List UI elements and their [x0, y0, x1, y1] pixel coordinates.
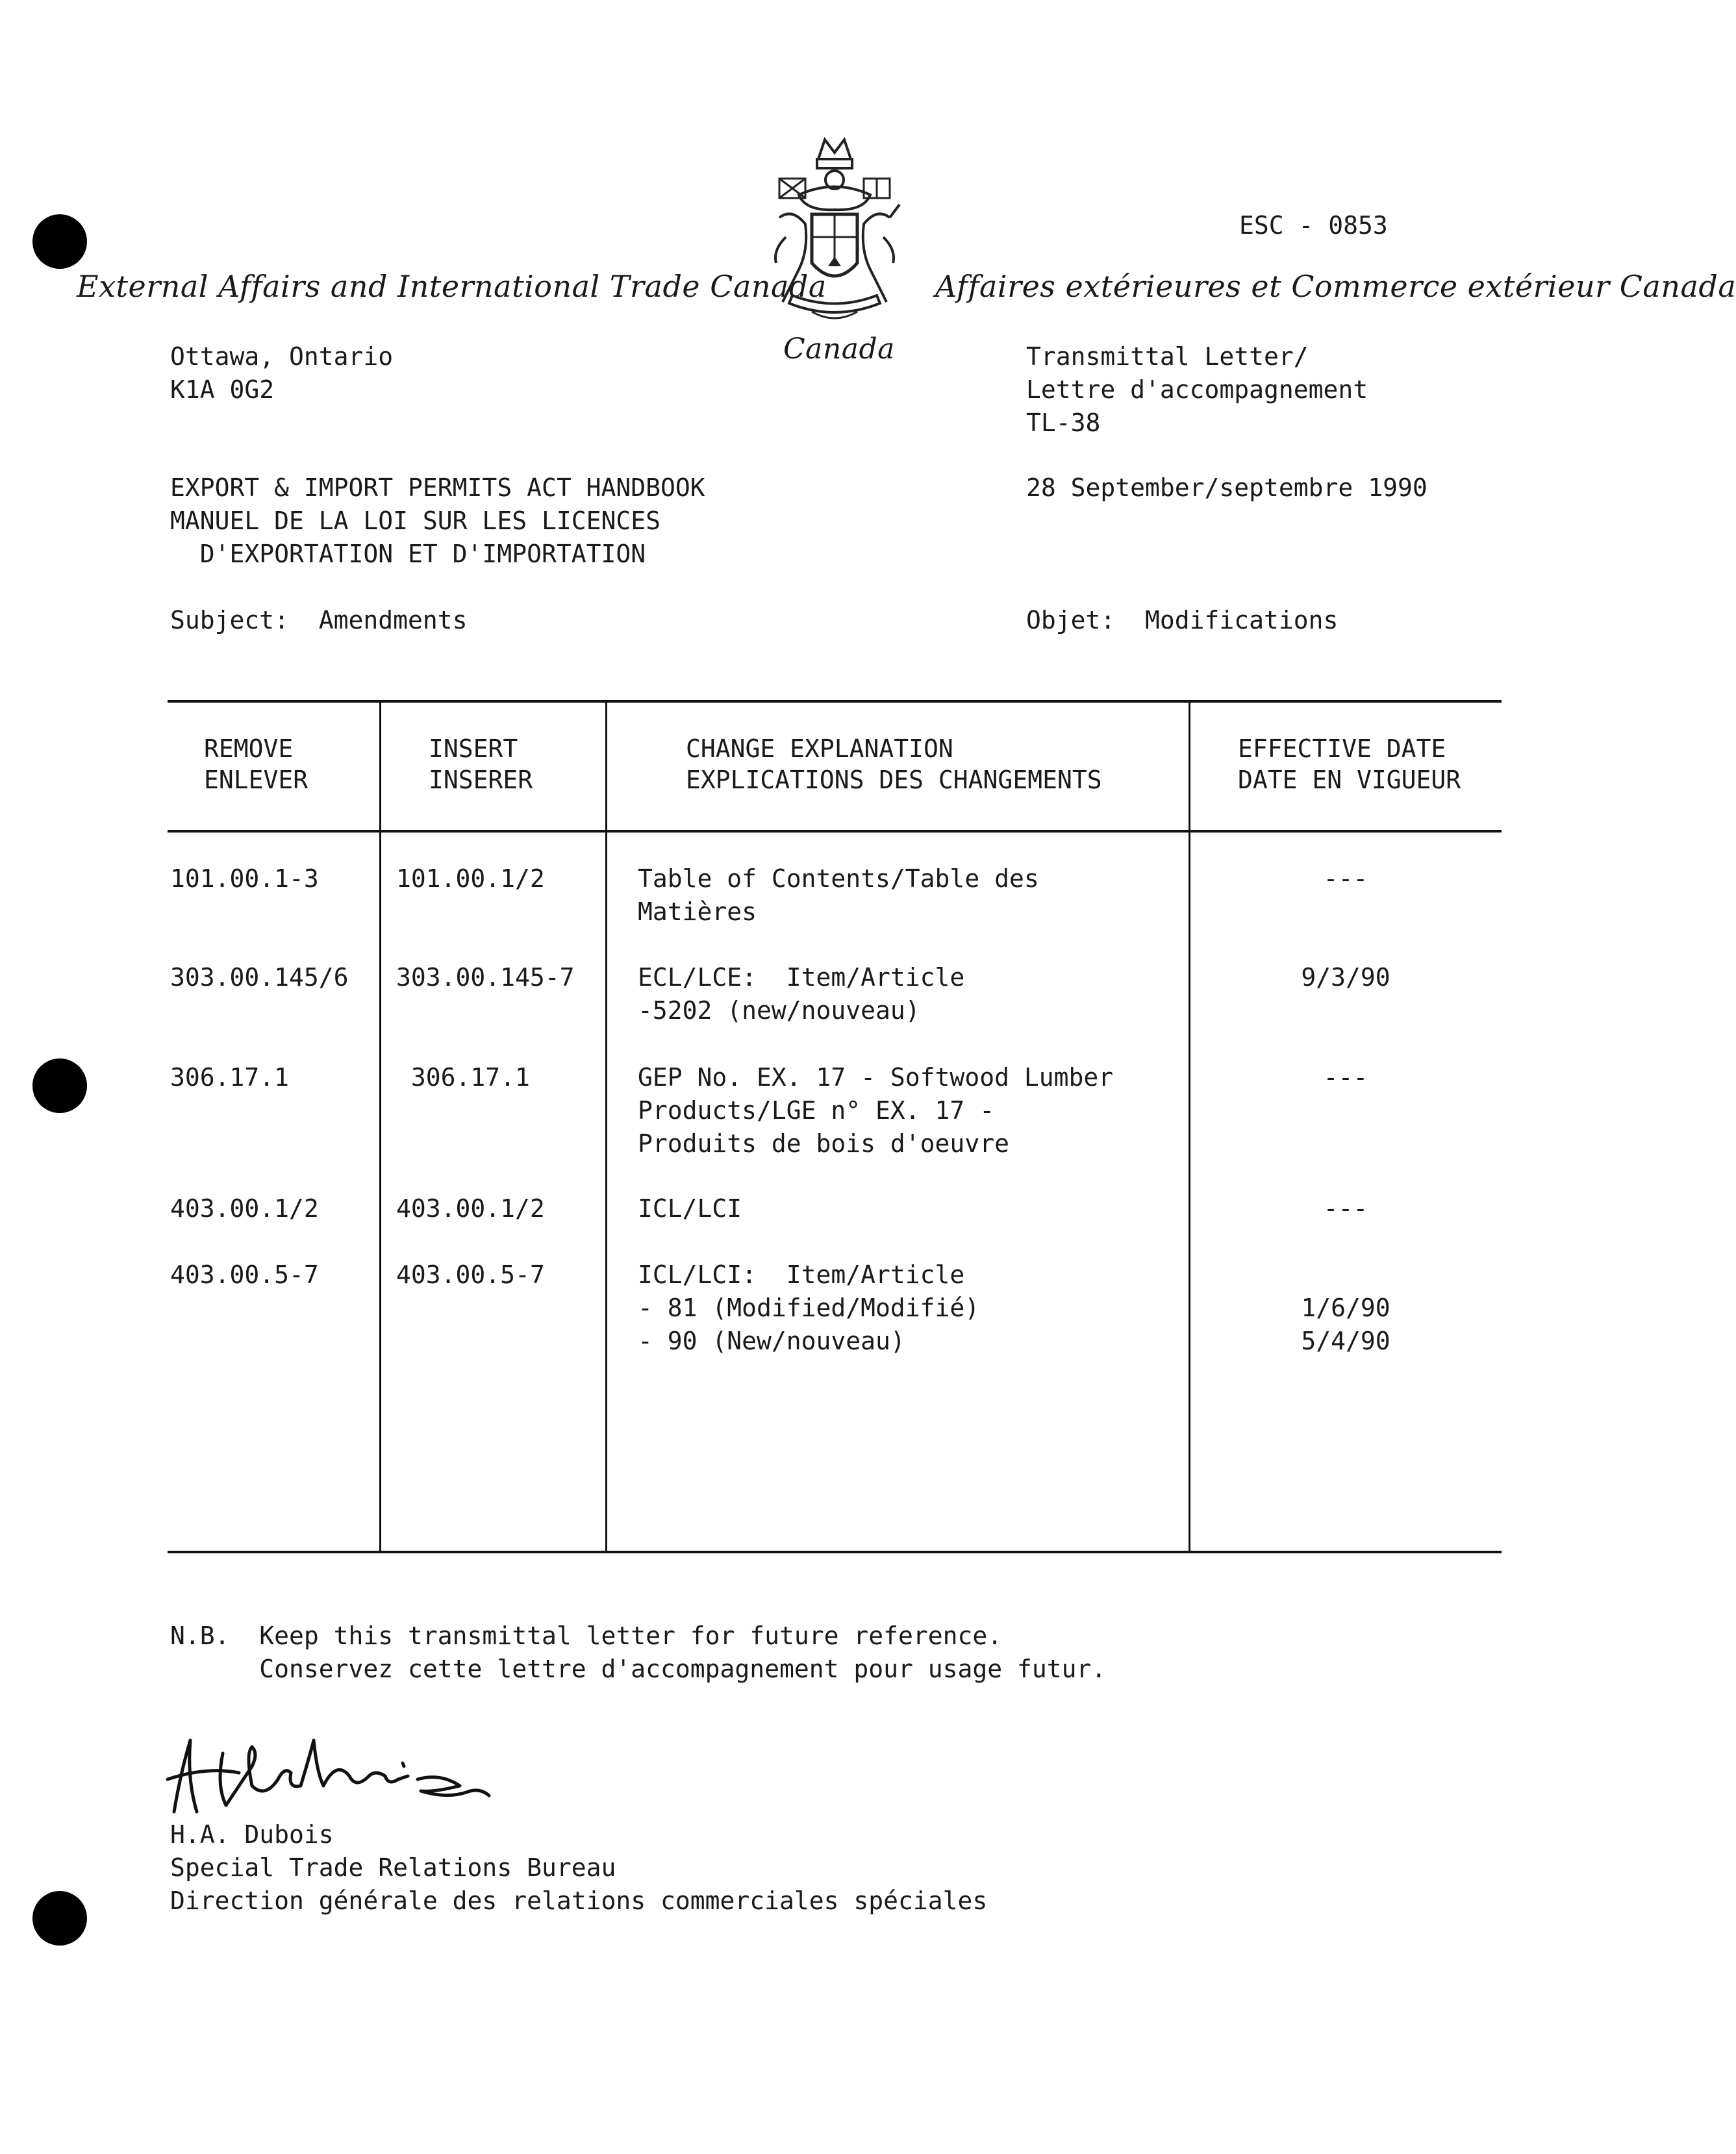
letter-type-french: Lettre d'accompagnement [1026, 375, 1368, 404]
table-row-5-insert: 403.00.5-7 [396, 1260, 545, 1289]
table-row-4-effective: --- [1323, 1194, 1368, 1223]
header-remove-en: REMOVE [204, 734, 294, 763]
table-row-2-effective: 9/3/90 [1301, 963, 1390, 992]
reference-number: ESC - 0853 [1239, 211, 1388, 240]
letter-number: TL-38 [1026, 408, 1101, 437]
table-row-4-remove: 403.00.1/2 [170, 1194, 319, 1223]
table-row-3-effective: --- [1323, 1063, 1368, 1092]
department-name-english: External Affairs and International Trade Canada [77, 269, 827, 304]
table-divider-2 [605, 700, 607, 1552]
table-row-2-remove: 303.00.145/6 [170, 963, 349, 992]
table-bottom-rule [168, 1551, 1502, 1553]
coat-of-arms-emblem [760, 133, 909, 328]
table-row-5-explanation-line2: - 81 (Modified/Modifié) [638, 1294, 980, 1322]
table-row-1-insert: 101.00.1/2 [396, 864, 545, 893]
subject-english: Subject: Amendments [170, 606, 468, 634]
punch-hole-bottom [32, 1891, 87, 1946]
handbook-title-english: EXPORT & IMPORT PERMITS ACT HANDBOOK [170, 473, 705, 502]
table-divider-1 [379, 700, 381, 1552]
table-top-rule [168, 700, 1502, 703]
table-row-3-explanation-line2: Products/LGE n° EX. 17 - [638, 1096, 995, 1125]
header-explanation-en: CHANGE EXPLANATION [686, 734, 953, 763]
table-row-5-remove: 403.00.5-7 [170, 1260, 319, 1289]
table-row-3-explanation-line3: Produits de bois d'oeuvre [638, 1129, 1009, 1158]
table-header-rule [168, 830, 1502, 833]
punch-hole-middle [32, 1058, 87, 1113]
table-row-3-insert: 306.17.1 [396, 1063, 530, 1092]
bureau-french: Direction générale des relations commerciales spéciales [170, 1886, 988, 1915]
table-row-1-explanation-line2: Matières [638, 897, 757, 926]
letter-type-english: Transmittal Letter/ [1026, 342, 1309, 371]
table-row-2-insert: 303.00.145-7 [396, 963, 575, 992]
header-remove-fr: ENLEVER [204, 766, 308, 794]
table-row-2-explanation-line1: ECL/LCE: Item/Article [638, 963, 965, 992]
department-name-french: Affaires extérieures et Commerce extérieur Canada [935, 269, 1736, 304]
signatory-name: H.A. Dubois [170, 1820, 334, 1849]
letter-date: 28 September/septembre 1990 [1026, 473, 1428, 502]
handbook-title-french-line1: MANUEL DE LA LOI SUR LES LICENCES [170, 507, 660, 535]
header-insert-en: INSERT [429, 734, 518, 763]
address-city: Ottawa, Ontario [170, 342, 394, 371]
header-insert-fr: INSERER [429, 766, 533, 794]
table-row-4-explanation-line1: ICL/LCI [638, 1194, 742, 1223]
address-postal-code: K1A 0G2 [170, 375, 275, 404]
handbook-title-french-line2: D'EXPORTATION ET D'IMPORTATION [170, 540, 646, 568]
table-row-5-explanation-line1: ICL/LCI: Item/Article [638, 1260, 965, 1289]
table-row-1-effective: --- [1323, 864, 1368, 893]
header-effective-fr: DATE EN VIGUEUR [1238, 766, 1461, 794]
table-row-3-remove: 306.17.1 [170, 1063, 290, 1092]
header-explanation-fr: EXPLICATIONS DES CHANGEMENTS [686, 766, 1102, 794]
note-french: Conservez cette lettre d'accompagnement pour usage futur. [170, 1655, 1107, 1683]
header-effective-en: EFFECTIVE DATE [1238, 734, 1446, 763]
table-row-2-explanation-line2: -5202 (new/nouveau) [638, 996, 920, 1025]
canada-wordmark: Canada [783, 332, 895, 366]
table-row-3-explanation-line1: GEP No. EX. 17 - Softwood Lumber [638, 1063, 1114, 1092]
bureau-english: Special Trade Relations Bureau [170, 1853, 616, 1882]
table-row-5-effective-line2: 1/6/90 [1301, 1294, 1390, 1322]
subject-french: Objet: Modifications [1026, 606, 1339, 634]
punch-hole-top [32, 214, 87, 269]
handwritten-signature [161, 1714, 499, 1825]
table-divider-3 [1189, 700, 1190, 1552]
table-row-1-remove: 101.00.1-3 [170, 864, 319, 893]
table-row-4-insert: 403.00.1/2 [396, 1194, 545, 1223]
table-row-1-explanation-line1: Table of Contents/Table des [638, 864, 1039, 893]
note-english: N.B. Keep this transmittal letter for future reference. [170, 1622, 1003, 1650]
table-row-5-explanation-line3: - 90 (New/nouveau) [638, 1327, 905, 1355]
table-row-5-effective-line3: 5/4/90 [1301, 1327, 1390, 1355]
